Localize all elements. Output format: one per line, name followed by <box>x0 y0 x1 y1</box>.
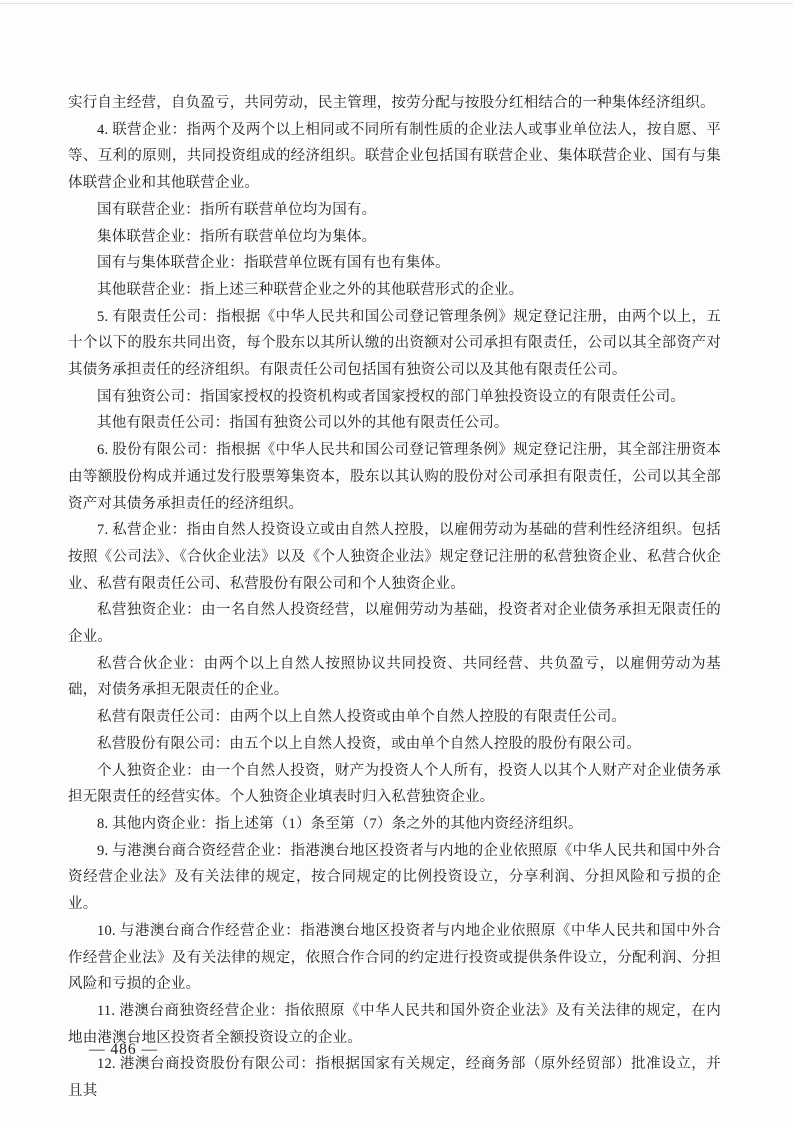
paragraph: 实行自主经营，自负盈亏，共同劳动，民主管理，按劳分配与按股分红相结合的一种集体经济组织。 <box>68 95 715 111</box>
paragraph: 国有与集体联营企业：指联营单位既有国有也有集体。 <box>97 255 450 272</box>
paragraph: 4. 联营企业：指两个及两个以上相同或不同所有制性质的企业法人或事业单位法人，按自愿、平等、互利的原则，共同投资组成的经济组织。联营企业包括国有联营企业、集体联营企业、国有与集体联营企业和其他联营企业。 <box>68 121 721 192</box>
paragraph: 集体联营企业：指所有联营单位均为集体。 <box>97 228 377 245</box>
paragraph: 6. 股份有限公司：指根据《中华人民共和国公司登记管理条例》规定登记注册，其全部注册资本由等额股份构成并通过发行股票筹集资本，股东以其认购的股份对公司承担有限责任，公司以其全部资产对其债务承担责任的经济组织。 <box>68 442 721 512</box>
paragraph: 5. 有限责任公司：指根据《中华人民共和国公司登记管理条例》规定登记注册，由两个以上，五十个以下的股东共同出资，每个股东以其所认缴的出资额对公司承担有限责任，公司以其全部资产对其债务承担责任的经济组织。有限责任公司包括国有独资公司以及其他有限责任公司。 <box>68 308 721 379</box>
paragraph: 11. 港澳台商独资经营企业：指依照原《中华人民共和国外资企业法》及有关法律的规定，在内地由港澳台地区投资者全额投资设立的企业。 <box>68 1002 721 1046</box>
paragraph: 12. 港澳台商投资股份有限公司：指根据国家有关规定，经商务部（原外经贸部）批准设立，并且其 <box>68 1056 721 1100</box>
paragraph: 国有独资公司：指国家授权的投资机构或者国家授权的部门单独投资设立的有限责任公司。 <box>97 388 685 405</box>
paragraph: 私营有限责任公司：由两个以上自然人投资或由单个自然人控股的有限责任公司。 <box>97 709 627 726</box>
paragraph: 私营合伙企业：由两个以上自然人按照协议共同投资、共同经营、共负盈亏，以雇佣劳动为基础，对债务承担无限责任的企业。 <box>68 655 721 699</box>
paragraph: 其他联营企业：指上述三种联营企业之外的其他联营形式的企业。 <box>97 281 524 298</box>
paragraph: 其他有限责任公司：指国有独资公司以外的其他有限责任公司。 <box>97 415 509 432</box>
page-number: — 486 — <box>89 1041 158 1058</box>
paragraph: 国有联营企业：指所有联营单位均为国有。 <box>97 201 377 218</box>
paragraph: 7. 私营企业：指由自然人投资设立或由自然人控股，以雇佣劳动为基础的营利性经济组织。包括按照《公司法》、《合伙企业法》以及《个人独资企业法》规定登记注册的私营独资企业、私营合伙企业、私营有限责任公司、私营股份有限公司和个人独资企业。 <box>68 522 721 592</box>
paragraph: 私营股份有限公司：由五个以上自然人投资，或由单个自然人控股的股份有限公司。 <box>97 735 641 752</box>
document-body <box>68 90 721 1105</box>
paragraph: 10. 与港澳台商合作经营企业：指港澳台地区投资者与内地企业依照原《中华人民共和国中外合作经营企业法》及有关法律的规定，依照合作合同的约定进行投资或提供条件设立，分配利润、分担风险和亏损的企业。 <box>68 922 721 993</box>
paragraph: 8. 其他内资企业：指上述第（1）条至第（7）条之外的其他内资经济组织。 <box>97 815 583 832</box>
paragraph: 9. 与港澳台商合资经营企业：指港澳台地区投资者与内地的企业依照原《中华人民共和国中外合资经营企业法》及有关法律的规定，按合同规定的比例投资设立，分享利润、分担风险和亏损的企业。 <box>68 842 721 913</box>
scan-artifact-line <box>0 3 793 4</box>
paragraph: 私营独资企业：由一名自然人投资经营，以雇佣劳动为基础，投资者对企业债务承担无限责任的企业。 <box>68 602 721 646</box>
paragraph: 个人独资企业：由一个自然人投资，财产为投资人个人所有，投资人以其个人财产对企业债务承担无限责任的经营实体。个人独资企业填表时归入私营独资企业。 <box>68 762 721 806</box>
